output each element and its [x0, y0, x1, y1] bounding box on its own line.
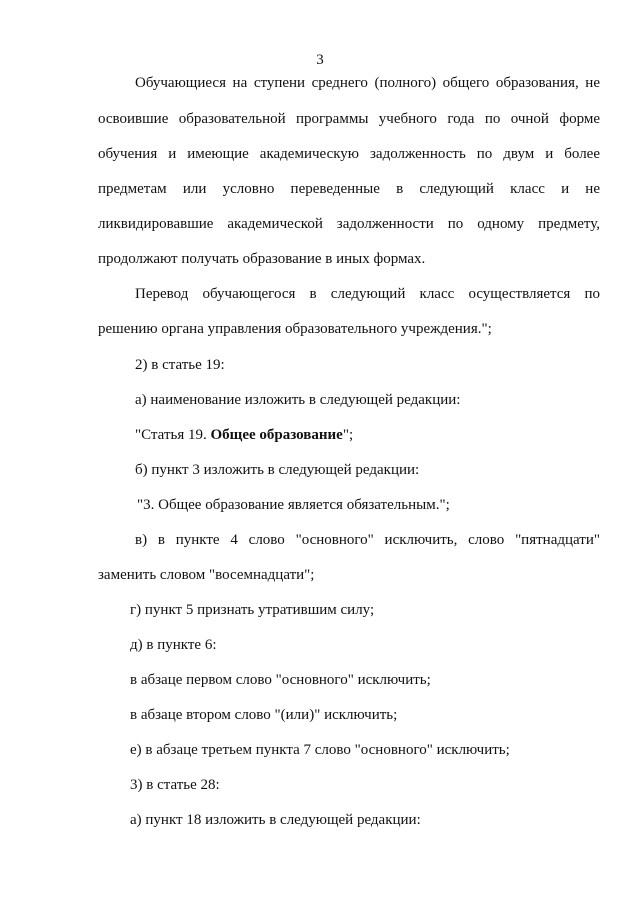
text-line: в абзаце первом слово "основного" исключить; — [130, 672, 431, 688]
text-line: Обучающиеся на ступени среднего (полного) общего образования, не — [135, 75, 600, 91]
text-span: "Статья 19. — [135, 427, 211, 443]
text-line: г) пункт 5 признать утратившим силу; — [130, 602, 375, 618]
text-line: решению органа управления образовательного учреждения."; — [98, 321, 492, 337]
text-line: д) в пункте 6: — [130, 637, 217, 653]
text-line: 3) в статье 28: — [130, 777, 220, 793]
text-line: "3. Общее образование является обязательным."; — [137, 497, 450, 513]
text-line: в абзаце втором слово "(или)" исключить; — [130, 707, 398, 723]
text-line-article-title — [135, 426, 600, 444]
text-line: в) в пункте 4 слово "основного" исключить, слово "пятнадцати" — [135, 532, 600, 548]
text-line: продолжают получать образование в иных формах. — [98, 251, 426, 267]
bold-title: Общее образование — [210, 427, 343, 443]
text-line: а) пункт 18 изложить в следующей редакции: — [130, 812, 421, 828]
text-line: е) в абзаце третьем пункта 7 слово "основного" исключить; — [130, 742, 510, 758]
text-line: предметам или условно переведенные в следующий класс и не — [98, 181, 600, 197]
text-line: а) наименование изложить в следующей редакции: — [135, 392, 461, 408]
text-span: "; — [342, 427, 354, 443]
text-line: ликвидировавшие академической задолженности по одному предмету, — [98, 216, 600, 232]
text-line: заменить словом "восемнадцати"; — [98, 567, 315, 583]
text-line: освоившие образовательной программы учебного года по очной форме — [98, 111, 600, 127]
page-number: 3 — [316, 52, 324, 68]
text-line: обучения и имеющие академическую задолженность по двум и более — [98, 146, 600, 162]
text-line: 2) в статье 19: — [135, 357, 225, 373]
text-line: Перевод обучающегося в следующий класс осуществляется по — [135, 286, 600, 302]
text-line: б) пункт 3 изложить в следующей редакции: — [135, 462, 420, 478]
